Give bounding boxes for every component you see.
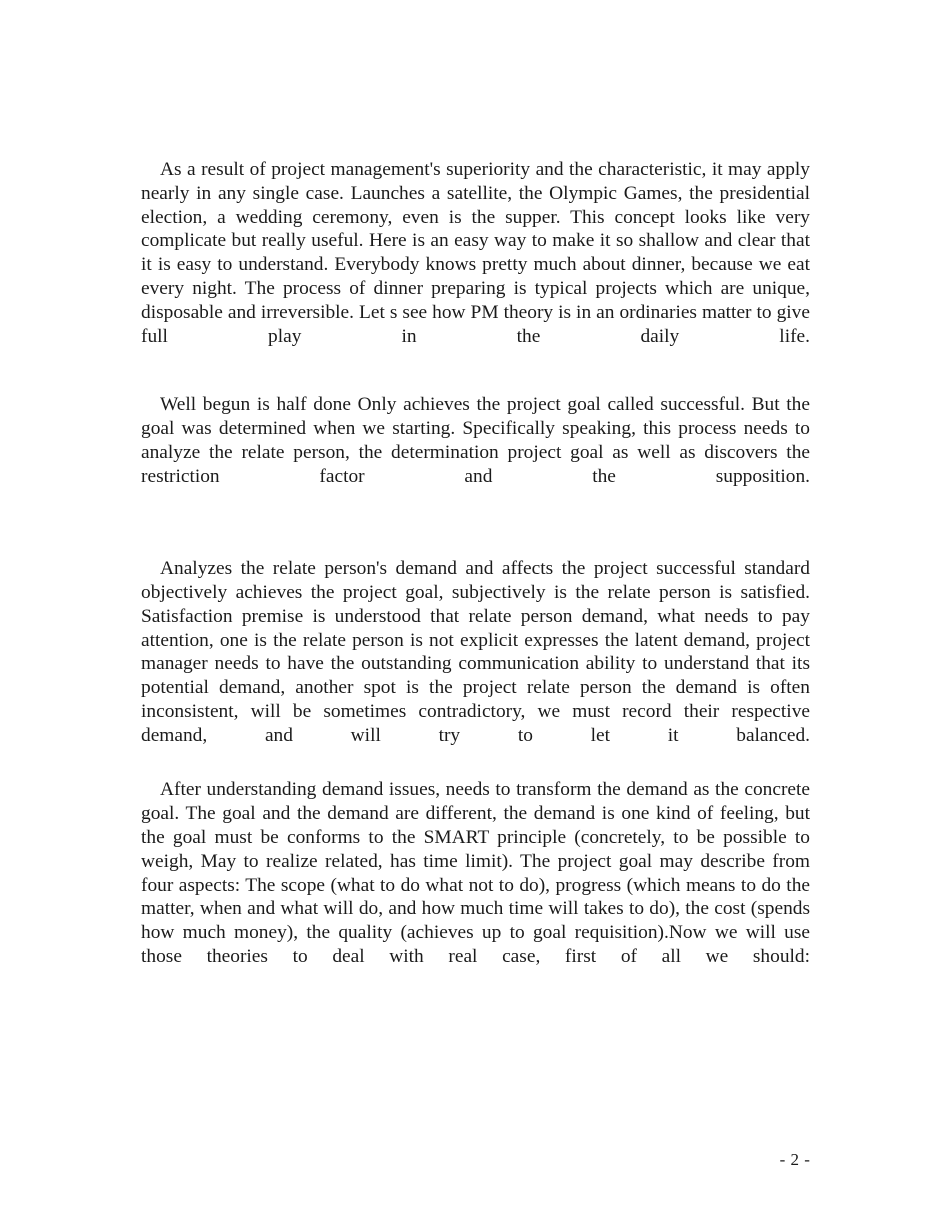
page-number: - 2 - [779, 1150, 811, 1169]
page-footer [0, 1150, 950, 1170]
body-paragraph-4: After understanding demand issues, needs to transform the demand as the concrete goal. The goal and the demand are different, the demand is one kind of feeling, but the goal must be conforms to the SMART principle (concretely, to be possible to weigh, May to realize related, has time limit). The project goal may describe from four aspects: The scope (what to do what not to do), progress (which means to do the matter, when and what will do, and how much time will takes to do), the cost (spends how much money), the quality (achieves up to goal requisition).Now we will use those theories to deal with real case, first of all we should: [141, 779, 810, 967]
body-text-column [141, 158, 810, 993]
body-paragraph-2: Well begun is half done Only achieves the project goal called successful. But the goal was determined when we starting. Specifically speaking, this process needs to analyze the relate person, the determination project goal as well as discovers the restriction factor and the supposition. [141, 394, 810, 487]
body-paragraph-1: As a result of project management's superiority and the characteristic, it may apply nearly in any single case. Launches a satellite, the Olympic Games, the presidential election, a wedding ceremony, even is the supper. This concept looks like very complicate but really useful. Here is an easy way to make it so shallow and clear that it is easy to understand. Everybody knows pretty much about dinner, because we eat every night. The process of dinner preparing is typical projects which are unique, disposable and irreversible. Let s see how PM theory is in an ordinaries matter to give full play in the daily life. [141, 159, 810, 347]
body-paragraph-3: Analyzes the relate person's demand and affects the project successful standard objectively achieves the project goal, subjectively is the relate person is satisfied. Satisfaction premise is understood that relate person demand, what needs to pay attention, one is the relate person is not explicit expresses the latent demand, project manager needs to have the outstanding communication ability to understand that its potential demand, another spot is the project relate person the demand is often inconsistent, will be sometimes contradictory, we must record their respective demand, and will try to let it balanced. [141, 558, 810, 746]
